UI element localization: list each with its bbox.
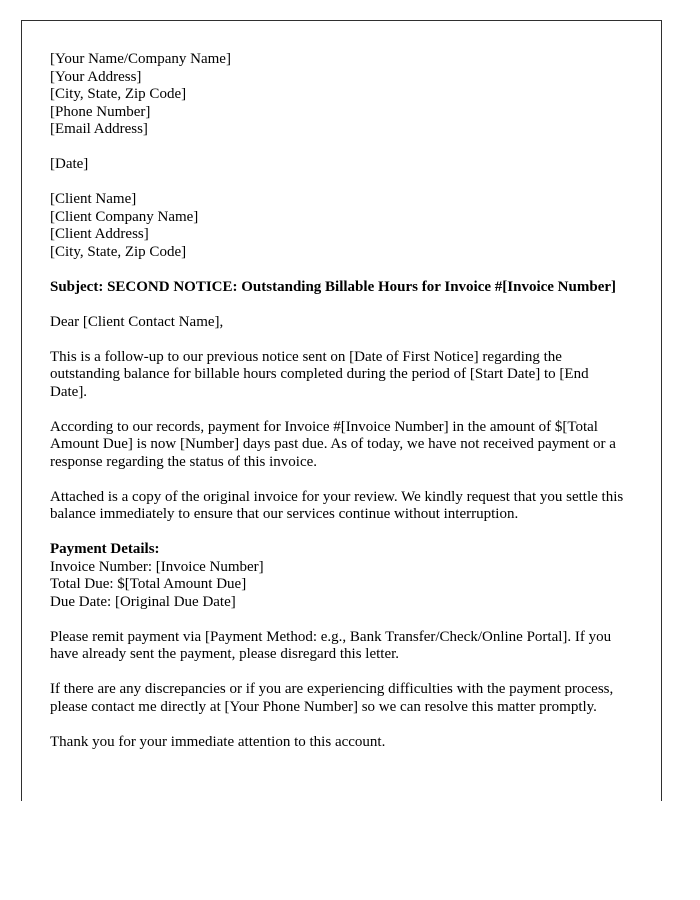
sender-city-line: [City, State, Zip Code] [50,86,187,102]
client-city-line: [City, State, Zip Code] [50,243,187,260]
client-company-line: [Client Company Name] [50,208,199,225]
body-paragraph-followup: This is a follow-up to our previous notice sent on [Date of First Notice] regarding the outstanding balance for billable hours completed during the period of [Start Date] to [End Date]. [50,348,589,400]
body-paragraph-past-due: According to our records, payment for Invoice #[Invoice Number] in the amount of $[Total Amount Due] is now [Number] days past due. As of today, we have not received payment or a response regarding the status of this invoice. [50,418,616,470]
body-paragraph-remit-payment: Please remit payment via [Payment Method: e.g., Bank Transfer/Check/Online Portal]. If you have already sent the payment, please disregard this letter. [50,628,612,662]
payment-details-heading: Payment Details: [50,541,160,557]
recipient-block [50,191,625,261]
subject-line: Subject: SECOND NOTICE: Outstanding Billable Hours for Invoice #[Invoice Number] [50,278,617,295]
letter-body [21,20,662,801]
payment-due-date-line: Due Date: [Original Due Date] [50,593,236,610]
sender-phone-line: [Phone Number] [50,103,151,120]
payment-invoice-number-line: Invoice Number: [Invoice Number] [50,558,264,575]
sender-address-line: [Your Address] [50,68,142,85]
body-paragraph-attached-invoice: Attached is a copy of the original invoice for your review. We kindly request that you settle this balance immediately to ensure that our services continue without interruption. [50,488,624,522]
payment-details-block [50,541,625,611]
sender-email-line: [Email Address] [50,121,148,137]
closing-thank-you-line: Thank you for your immediate attention to this account. [50,733,386,750]
payment-total-due-line: Total Due: $[Total Amount Due] [50,576,247,592]
salutation: Dear [Client Contact Name], [50,313,224,330]
sender-name-line: [Your Name/Company Name] [50,51,231,67]
body-paragraph-discrepancies: If there are any discrepancies or if you are experiencing difficulties with the payment process, please contact me directly at [Your Phone Number] so we can resolve this matter promptly. [50,681,614,715]
date-line: [Date] [50,156,89,172]
client-name-line: [Client Name] [50,191,137,207]
client-address-line: [Client Address] [50,226,149,242]
sender-block [50,51,625,139]
